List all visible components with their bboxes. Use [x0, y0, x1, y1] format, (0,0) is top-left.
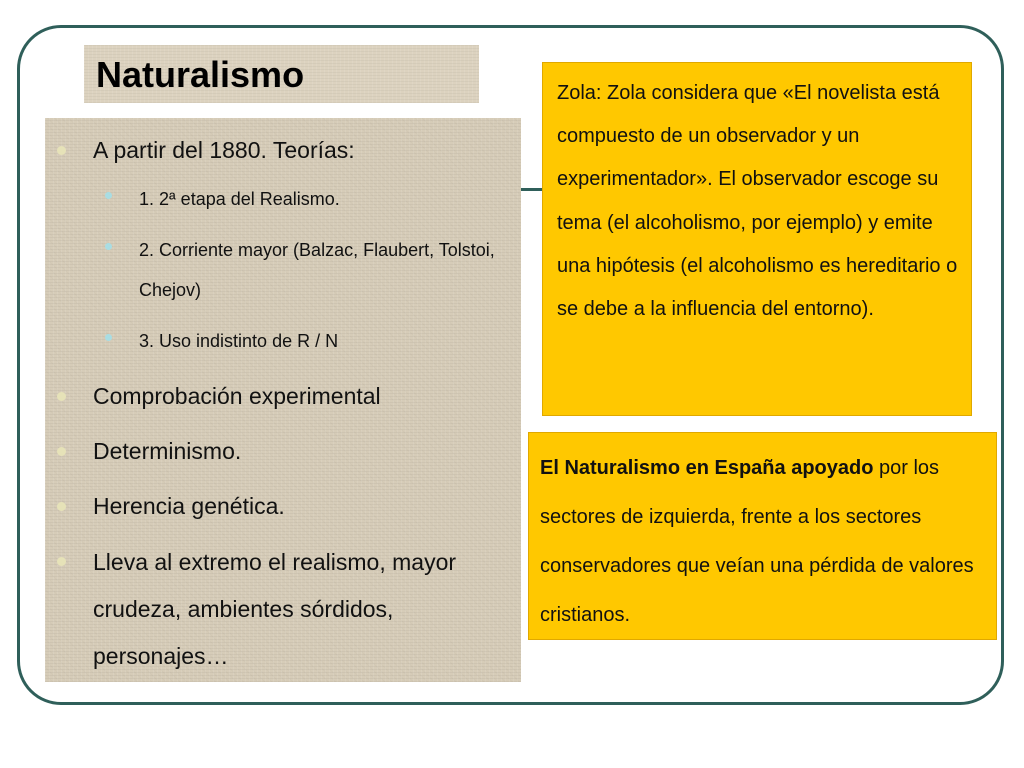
- espana-box: [528, 432, 997, 640]
- bullet-icon: [57, 146, 66, 155]
- title-box: [84, 45, 479, 103]
- sub-item-uso: [139, 321, 499, 361]
- bullet-icon: [105, 334, 112, 341]
- bullet-panel: [45, 118, 521, 682]
- bullet-icon: [105, 243, 112, 250]
- espana-body: por los sectores de izquierda, frente a los sectores conservadores que veían una pérdida de valores cristianos.: [540, 457, 974, 626]
- bullet-icon: [57, 392, 66, 401]
- list-item-text: Herencia genética.: [93, 493, 285, 519]
- bullet-icon: [105, 192, 112, 199]
- zola-quote-text: Zola: Zola considera que «El novelista está compuesto de un observador y un experimentador». El observador escoge su tema (el alcoholismo, por ejemplo) y emite una hipótesis (el alcoholismo es hereditario o se debe a la influencia del entorno).: [557, 82, 958, 321]
- slide-title: Naturalismo: [96, 54, 305, 95]
- bullet-icon: [57, 502, 66, 511]
- connector-line: [520, 188, 544, 191]
- sub-item-text: 2. Corriente mayor (Balzac, Flaubert, Tolstoi, Chejov): [139, 240, 495, 300]
- sub-item-text: 3. Uso indistinto de R / N: [139, 331, 339, 351]
- list-item-determinismo: [93, 429, 503, 473]
- list-item-comprobacion: [93, 374, 503, 418]
- espana-heading: El Naturalismo en España apoyado: [540, 457, 874, 479]
- sub-item-etapa: [139, 179, 499, 219]
- list-item-text: Lleva al extremo el realismo, mayor crudeza, ambientes sórdidos, personajes…: [93, 549, 457, 669]
- list-item-text: A partir del 1880. Teorías:: [93, 137, 355, 163]
- bullet-icon: [57, 447, 66, 456]
- list-item-text: Determinismo.: [93, 438, 242, 464]
- espana-text: [540, 444, 990, 640]
- bullet-icon: [57, 557, 66, 566]
- sub-item-corriente: [139, 230, 499, 310]
- list-item-text: Comprobación experimental: [93, 383, 381, 409]
- list-item-herencia: [93, 484, 503, 528]
- sub-item-text: 1. 2ª etapa del Realismo.: [139, 189, 340, 209]
- list-item-teorias: [93, 128, 503, 172]
- zola-quote-box: [542, 62, 972, 416]
- list-item-extremo: [93, 539, 503, 680]
